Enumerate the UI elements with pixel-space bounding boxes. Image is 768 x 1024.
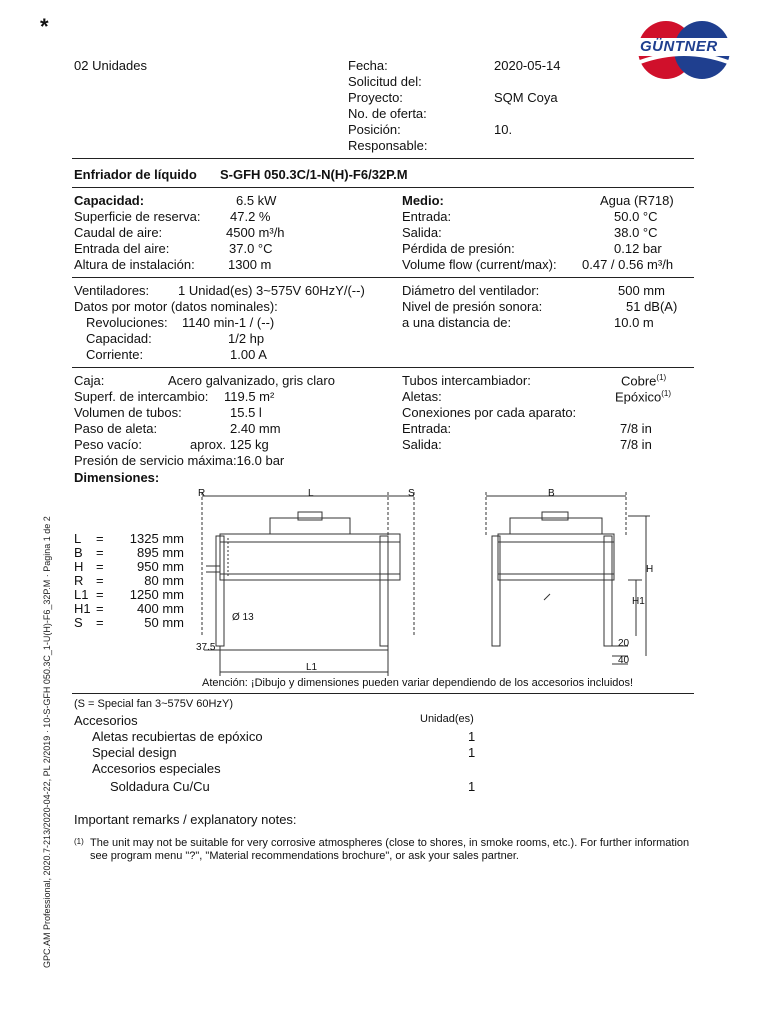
remarks-mark: (1) xyxy=(74,837,84,846)
sidebar-document-info: GPC.AM Professional, 2020.7-213/2020-04-22, PL 2/2019 · 10-S-GFH 050.3C_1-U(H)-F6_32P.M · Pagina 1 de 2 xyxy=(42,516,52,968)
accessory-qty: 1 xyxy=(468,779,476,794)
perf-value: 6.5 kW xyxy=(236,193,277,208)
perf-value: 47.2 % xyxy=(230,209,271,224)
accessory-item: Soldadura Cu/Cu xyxy=(110,779,210,794)
divider xyxy=(72,158,694,159)
volume-value: 15.5 l xyxy=(230,405,262,420)
outlet-label: Salida: xyxy=(402,437,442,452)
dim-key: H xyxy=(74,559,84,574)
max-pressure: Presión de servicio máxima:16.0 bar xyxy=(74,453,285,468)
volume-label: Volumen de tubos: xyxy=(74,405,182,420)
header-label: Responsable: xyxy=(348,138,428,153)
units-header: Unidad(es) xyxy=(420,713,474,725)
weight-value: aprox. 125 kg xyxy=(190,437,269,452)
divider xyxy=(72,277,694,278)
noise-value: 51 dB(A) xyxy=(626,299,678,314)
perf-value: 37.0 °C xyxy=(229,241,273,256)
fins-value xyxy=(615,389,671,404)
distance-value: 10.0 m xyxy=(614,315,654,330)
fin-pitch-value: 2.40 mm xyxy=(230,421,281,436)
special-fan-note: (S = Special fan 3~575V 60HzY) xyxy=(74,698,233,710)
divider xyxy=(72,187,694,188)
header-label: No. de oferta: xyxy=(348,106,427,121)
inlet-value: 7/8 in xyxy=(620,421,652,436)
drawing-label-r: R xyxy=(198,488,206,499)
drawing-label-d40: 40 xyxy=(618,655,630,666)
tubes-value xyxy=(621,373,666,388)
dim-value: 50 mm xyxy=(144,615,184,630)
drawing-label-d13: Ø 13 xyxy=(232,612,254,623)
attention-note: Atención: ¡Dibujo y dimensiones pueden variar dependiendo de los accesorios incluidos! xyxy=(202,677,634,689)
header-label: Proyecto: xyxy=(348,90,403,105)
remarks-line: see program menu "?", "Material recommendations brochure", or ask your sales partner. xyxy=(90,850,519,862)
header-label: Solicitud del: xyxy=(348,74,422,89)
side-view-drawing xyxy=(480,486,660,676)
accessory-qty: 1 xyxy=(468,745,476,760)
accessory-item: Aletas recubiertas de epóxico xyxy=(92,729,263,744)
fins-label: Aletas: xyxy=(402,389,442,404)
motor-cap-label: Capacidad: xyxy=(86,331,152,346)
product-model: S-GFH 050.3C/1-N(H)-F6/32P.M xyxy=(220,167,408,182)
drawing-label-h: H xyxy=(646,564,654,575)
dim-key: L xyxy=(74,531,82,546)
dim-eq: = xyxy=(96,531,104,546)
dim-value: 1250 mm xyxy=(129,587,184,602)
perf-value: 0.12 bar xyxy=(614,241,662,256)
perf-label: Volume flow (current/max): xyxy=(402,257,557,272)
brand-name: GÜNTNER xyxy=(640,38,718,55)
perf-label: Caudal de aire: xyxy=(74,225,163,240)
noise-label: Nivel de presión sonora: xyxy=(402,299,543,314)
accessory-qty: 1 xyxy=(468,729,476,744)
dim-key: H1 xyxy=(74,601,91,616)
dim-key: S xyxy=(74,615,83,630)
dim-eq: = xyxy=(96,573,104,588)
motor-cap-value: 1/2 hp xyxy=(228,331,265,346)
dim-key: R xyxy=(74,573,84,588)
dim-key: L1 xyxy=(74,587,89,602)
asterisk-mark: * xyxy=(40,14,49,39)
front-view-drawing xyxy=(190,486,430,676)
caja-label: Caja: xyxy=(74,373,105,388)
dim-value: 1325 mm xyxy=(129,531,184,546)
weight-label: Peso vacío: xyxy=(74,437,142,452)
connections-label: Conexiones por cada aparato: xyxy=(402,405,577,420)
dim-value: 950 mm xyxy=(137,559,184,574)
rev-label: Revoluciones: xyxy=(86,315,168,330)
footnote-mark: (1) xyxy=(656,373,667,382)
motor-title: Datos por motor (datos nominales): xyxy=(74,299,278,314)
perf-label: Capacidad: xyxy=(74,193,145,208)
perf-label: Medio: xyxy=(402,193,444,208)
header-label: Posición: xyxy=(348,122,401,137)
accessory-item: Accesorios especiales xyxy=(92,761,221,776)
dim-value: 400 mm xyxy=(137,601,184,616)
perf-label: Entrada del aire: xyxy=(74,241,170,256)
drawing-label-b: B xyxy=(548,488,555,499)
remarks-line: The unit may not be suitable for very corrosive atmospheres (close to shores, in smoke rooms, etc.). For further information xyxy=(90,837,690,849)
tubes-label: Tubos intercambiador: xyxy=(402,373,531,388)
header-label: Fecha: xyxy=(348,58,388,73)
drawing-label-h1: H1 xyxy=(632,596,645,607)
drawing-label-d37: 37.5 xyxy=(196,642,216,653)
drawing-label-l1: L1 xyxy=(306,662,318,673)
footnote-mark: (1) xyxy=(661,389,672,398)
perf-value: 4500 m³/h xyxy=(226,225,285,240)
caja-value: Acero galvanizado, gris claro xyxy=(168,373,335,388)
fans-value: 1 Unidad(es) 3~575V 60HzY/(--) xyxy=(178,283,365,298)
perf-value: 50.0 °C xyxy=(614,209,658,224)
divider xyxy=(72,693,694,694)
dimensions-title: Dimensiones: xyxy=(74,470,160,485)
surface-value: 119.5 m² xyxy=(224,389,275,404)
accessories-title: Accesorios xyxy=(74,713,138,728)
accessory-item: Special design xyxy=(92,745,177,760)
motor-cur-value: 1.00 A xyxy=(230,347,267,362)
header-value-project: SQM Coya xyxy=(494,90,558,105)
perf-value: 1300 m xyxy=(228,257,272,272)
dim-value: 895 mm xyxy=(137,545,184,560)
fan-diameter-label: Diámetro del ventilador: xyxy=(402,283,540,298)
drawing-label-s: S xyxy=(408,488,415,499)
inlet-label: Entrada: xyxy=(402,421,452,436)
header-value-position: 10. xyxy=(494,122,513,137)
dim-eq: = xyxy=(96,559,104,574)
drawing-label-d20: 20 xyxy=(618,638,630,649)
perf-label: Salida: xyxy=(402,225,442,240)
surface-label: Superf. de intercambio: xyxy=(74,389,209,404)
drawing-label-l: L xyxy=(308,488,314,499)
dim-key: B xyxy=(74,545,83,560)
dim-eq: = xyxy=(96,587,104,602)
divider xyxy=(72,367,694,368)
fins-value-text: Epóxico xyxy=(615,389,662,405)
units-count: 02 Unidades xyxy=(74,58,147,73)
perf-label: Pérdida de presión: xyxy=(402,241,515,256)
header-value-date: 2020-05-14 xyxy=(494,58,561,73)
perf-value: 38.0 °C xyxy=(614,225,658,240)
fan-diameter-value: 500 mm xyxy=(618,283,665,298)
motor-cur-label: Corriente: xyxy=(86,347,144,362)
perf-label: Entrada: xyxy=(402,209,452,224)
fans-label: Ventiladores: xyxy=(74,283,150,298)
perf-label: Altura de instalación: xyxy=(74,257,195,272)
dim-value: 80 mm xyxy=(144,573,184,588)
perf-label: Superficie de reserva: xyxy=(74,209,201,224)
distance-label: a una distancia de: xyxy=(402,315,512,330)
brand-logo xyxy=(636,18,732,82)
fin-pitch-label: Paso de aleta: xyxy=(74,421,158,436)
remarks-title: Important remarks / explanatory notes: xyxy=(74,812,297,827)
dim-eq: = xyxy=(96,615,104,630)
outlet-value: 7/8 in xyxy=(620,437,652,452)
tubes-value-text: Cobre xyxy=(621,373,657,389)
perf-value: 0.47 / 0.56 m³/h xyxy=(582,257,674,272)
dim-eq: = xyxy=(96,601,104,616)
dim-eq: = xyxy=(96,545,104,560)
perf-value: Agua (R718) xyxy=(600,193,674,208)
product-label: Enfriador de líquido xyxy=(74,167,197,182)
rev-value: 1140 min-1 / (--) xyxy=(182,315,275,330)
